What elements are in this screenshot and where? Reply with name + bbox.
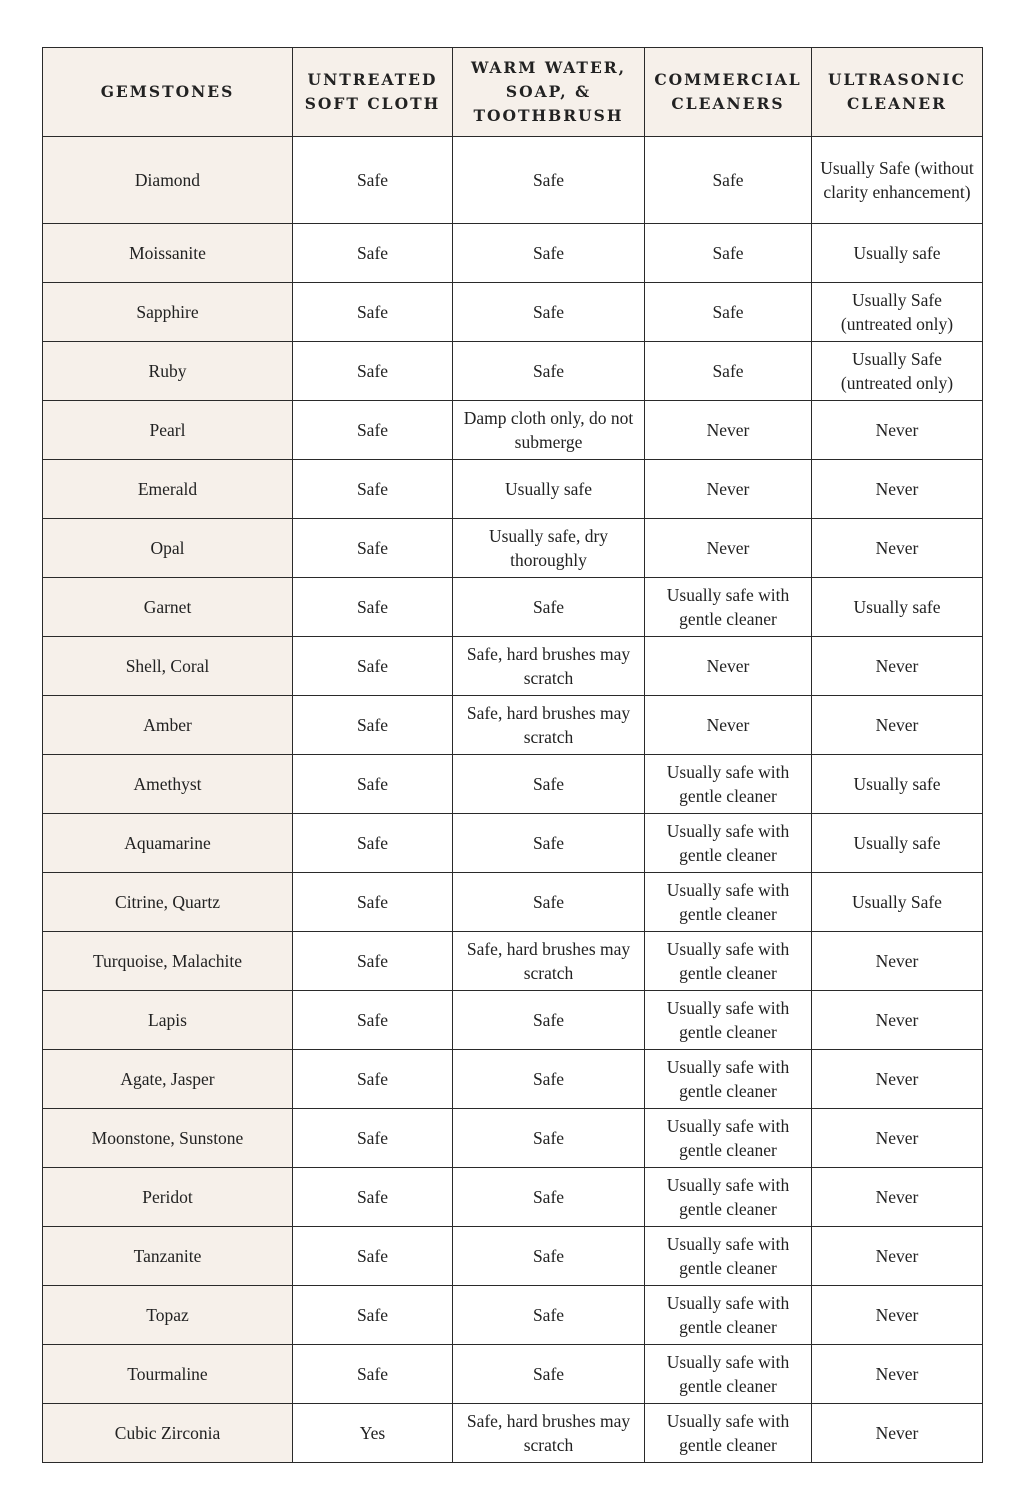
table-row [43,1050,983,1109]
commercial-cleaner-cell: Usually safe with gentle cleaner [645,932,812,991]
ultrasonic-cleaner-cell: Never [812,460,983,519]
gem-name-cell: Moonstone, Sunstone [43,1109,293,1168]
gem-name-cell: Peridot [43,1168,293,1227]
warm-water-cell: Safe [453,1345,645,1404]
warm-water-cell: Safe [453,1050,645,1109]
commercial-cleaner-cell: Usually safe with gentle cleaner [645,1286,812,1345]
commercial-cleaner-cell: Usually safe with gentle cleaner [645,578,812,637]
ultrasonic-cleaner-cell: Never [812,1345,983,1404]
ultrasonic-cleaner-cell: Never [812,1404,983,1463]
commercial-cleaner-cell: Usually safe with gentle cleaner [645,1050,812,1109]
header-ultrasonic-cleaner: ULTRASONIC CLEANER [812,48,983,137]
commercial-cleaner-cell: Safe [645,224,812,283]
ultrasonic-cleaner-cell: Never [812,1168,983,1227]
table-row [43,401,983,460]
table-row [43,755,983,814]
commercial-cleaner-cell: Safe [645,283,812,342]
table-body [43,137,983,1463]
gem-name-cell: Moissanite [43,224,293,283]
ultrasonic-cleaner-cell: Never [812,1286,983,1345]
soft-cloth-cell: Safe [293,814,453,873]
soft-cloth-cell: Safe [293,1168,453,1227]
gem-name-cell: Emerald [43,460,293,519]
header-row [43,48,983,137]
gem-name-cell: Sapphire [43,283,293,342]
commercial-cleaner-cell: Never [645,519,812,578]
commercial-cleaner-cell: Usually safe with gentle cleaner [645,1345,812,1404]
soft-cloth-cell: Safe [293,637,453,696]
gem-name-cell: Amber [43,696,293,755]
warm-water-cell: Safe [453,137,645,224]
ultrasonic-cleaner-cell: Never [812,1227,983,1286]
commercial-cleaner-cell: Never [645,460,812,519]
ultrasonic-cleaner-cell: Never [812,401,983,460]
gem-name-cell: Diamond [43,137,293,224]
gem-name-cell: Tanzanite [43,1227,293,1286]
table-row [43,1227,983,1286]
warm-water-cell: Safe [453,991,645,1050]
gem-name-cell: Amethyst [43,755,293,814]
ultrasonic-cleaner-cell: Never [812,519,983,578]
ultrasonic-cleaner-cell: Never [812,1109,983,1168]
gem-name-cell: Opal [43,519,293,578]
table-row [43,460,983,519]
warm-water-cell: Safe [453,224,645,283]
ultrasonic-cleaner-cell: Usually Safe (untreated only) [812,283,983,342]
gem-name-cell: Turquoise, Malachite [43,932,293,991]
soft-cloth-cell: Safe [293,460,453,519]
warm-water-cell: Safe [453,873,645,932]
ultrasonic-cleaner-cell: Usually Safe [812,873,983,932]
header-commercial-cleaners: COMMERCIAL CLEANERS [645,48,812,137]
gem-name-cell: Tourmaline [43,1345,293,1404]
table-row [43,342,983,401]
ultrasonic-cleaner-cell: Usually safe [812,224,983,283]
table-row [43,578,983,637]
soft-cloth-cell: Yes [293,1404,453,1463]
table-row [43,932,983,991]
gem-name-cell: Garnet [43,578,293,637]
soft-cloth-cell: Safe [293,1286,453,1345]
warm-water-cell: Safe, hard brushes may scratch [453,1404,645,1463]
table-row [43,519,983,578]
warm-water-cell: Damp cloth only, do not submerge [453,401,645,460]
table-row [43,991,983,1050]
ultrasonic-cleaner-cell: Never [812,991,983,1050]
commercial-cleaner-cell: Safe [645,342,812,401]
soft-cloth-cell: Safe [293,1227,453,1286]
soft-cloth-cell: Safe [293,1050,453,1109]
soft-cloth-cell: Safe [293,755,453,814]
ultrasonic-cleaner-cell: Usually Safe (without clarity enhancement) [812,137,983,224]
gem-name-cell: Shell, Coral [43,637,293,696]
ultrasonic-cleaner-cell: Usually Safe (untreated only) [812,342,983,401]
commercial-cleaner-cell: Safe [645,137,812,224]
warm-water-cell: Safe, hard brushes may scratch [453,932,645,991]
warm-water-cell: Safe [453,1227,645,1286]
warm-water-cell: Safe, hard brushes may scratch [453,696,645,755]
table-row [43,1109,983,1168]
ultrasonic-cleaner-cell: Never [812,1050,983,1109]
gem-name-cell: Cubic Zirconia [43,1404,293,1463]
table-row [43,873,983,932]
soft-cloth-cell: Safe [293,696,453,755]
soft-cloth-cell: Safe [293,283,453,342]
ultrasonic-cleaner-cell: Never [812,637,983,696]
gem-name-cell: Ruby [43,342,293,401]
header-warm-water-soap-toothbrush: WARM WATER, SOAP, & TOOTHBRUSH [453,48,645,137]
warm-water-cell: Usually safe [453,460,645,519]
table-row [43,1345,983,1404]
header-untreated-soft-cloth: UNTREATED SOFT CLOTH [293,48,453,137]
commercial-cleaner-cell: Usually safe with gentle cleaner [645,873,812,932]
table-row [43,224,983,283]
warm-water-cell: Safe [453,1286,645,1345]
ultrasonic-cleaner-cell: Never [812,932,983,991]
ultrasonic-cleaner-cell: Usually safe [812,755,983,814]
table-row [43,814,983,873]
table-row [43,1168,983,1227]
commercial-cleaner-cell: Usually safe with gentle cleaner [645,1109,812,1168]
commercial-cleaner-cell: Usually safe with gentle cleaner [645,1168,812,1227]
warm-water-cell: Safe, hard brushes may scratch [453,637,645,696]
ultrasonic-cleaner-cell: Never [812,696,983,755]
header-gemstones: GEMSTONES [43,48,293,137]
warm-water-cell: Safe [453,342,645,401]
soft-cloth-cell: Safe [293,224,453,283]
warm-water-cell: Safe [453,578,645,637]
gem-name-cell: Topaz [43,1286,293,1345]
gem-name-cell: Citrine, Quartz [43,873,293,932]
warm-water-cell: Safe [453,814,645,873]
commercial-cleaner-cell: Usually safe with gentle cleaner [645,814,812,873]
gem-name-cell: Agate, Jasper [43,1050,293,1109]
commercial-cleaner-cell: Never [645,637,812,696]
warm-water-cell: Safe [453,755,645,814]
gem-name-cell: Lapis [43,991,293,1050]
table-row [43,137,983,224]
table-row [43,1404,983,1463]
table-row [43,283,983,342]
soft-cloth-cell: Safe [293,1109,453,1168]
commercial-cleaner-cell: Usually safe with gentle cleaner [645,1404,812,1463]
gem-cleaning-table [42,47,983,1463]
soft-cloth-cell: Safe [293,401,453,460]
warm-water-cell: Safe [453,1109,645,1168]
table-header [43,48,983,137]
table-row [43,696,983,755]
gem-name-cell: Pearl [43,401,293,460]
gem-name-cell: Aquamarine [43,814,293,873]
commercial-cleaner-cell: Usually safe with gentle cleaner [645,1227,812,1286]
gem-cleaning-sheet [42,47,982,1463]
warm-water-cell: Usually safe, dry thoroughly [453,519,645,578]
table-row [43,1286,983,1345]
warm-water-cell: Safe [453,283,645,342]
warm-water-cell: Safe [453,1168,645,1227]
soft-cloth-cell: Safe [293,342,453,401]
soft-cloth-cell: Safe [293,1345,453,1404]
commercial-cleaner-cell: Usually safe with gentle cleaner [645,755,812,814]
soft-cloth-cell: Safe [293,932,453,991]
commercial-cleaner-cell: Usually safe with gentle cleaner [645,991,812,1050]
soft-cloth-cell: Safe [293,578,453,637]
soft-cloth-cell: Safe [293,519,453,578]
ultrasonic-cleaner-cell: Usually safe [812,814,983,873]
ultrasonic-cleaner-cell: Usually safe [812,578,983,637]
soft-cloth-cell: Safe [293,873,453,932]
commercial-cleaner-cell: Never [645,401,812,460]
table-row [43,637,983,696]
soft-cloth-cell: Safe [293,991,453,1050]
commercial-cleaner-cell: Never [645,696,812,755]
soft-cloth-cell: Safe [293,137,453,224]
